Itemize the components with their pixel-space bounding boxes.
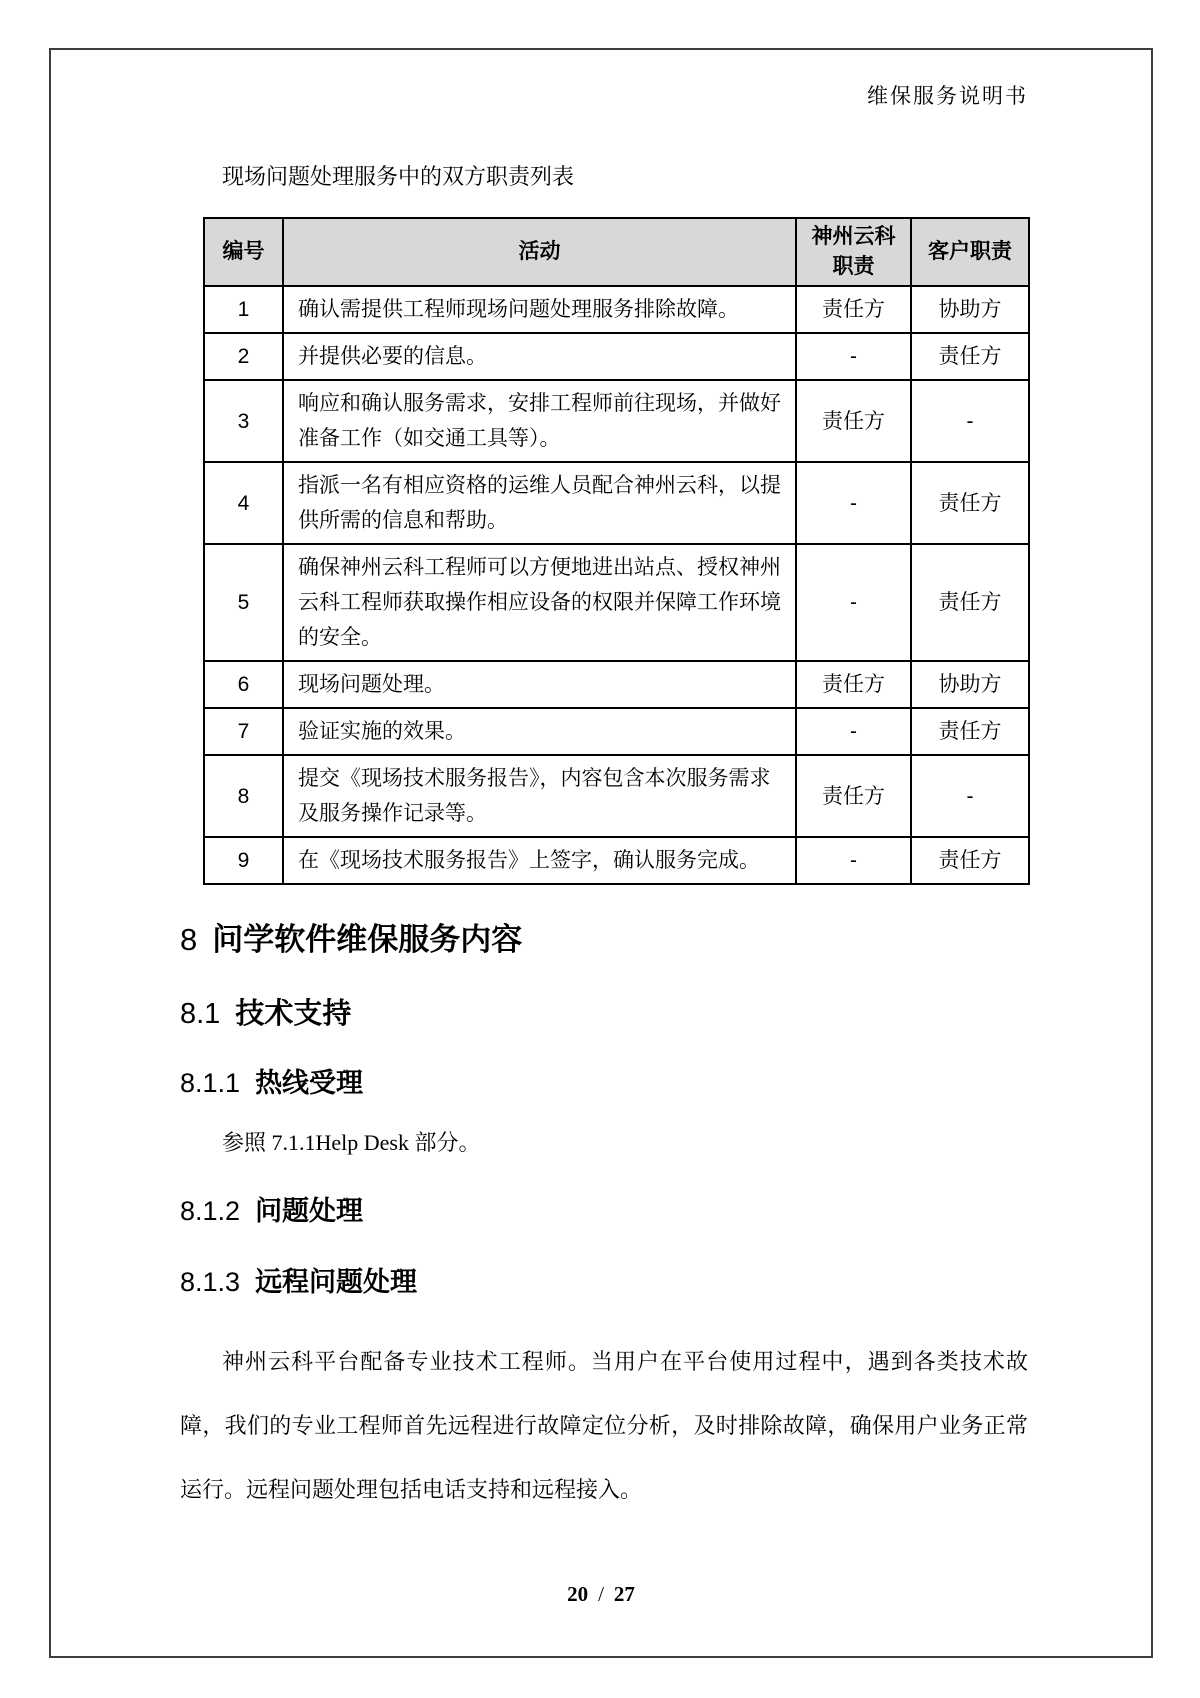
col-header-vendor [796,218,911,286]
cell-activity: 提交《现场技术服务报告》，内容包含本次服务需求及服务操作记录等。 [283,755,796,837]
cell-vendor-role: - [796,837,911,884]
cell-activity: 确保神州云科工程师可以方便地进出站点、授权神州云科工程师获取操作相应设备的权限并保障工作环境的安全。 [283,544,796,661]
cell-activity: 在《现场技术服务报告》上签字，确认服务完成。 [283,837,796,884]
col-header-no: 编号 [204,218,283,286]
paragraph-help-desk-reference: 参照 7.1.1Help Desk 部分。 [222,1130,481,1155]
cell-no: 8 [204,755,283,837]
section-heading-8 [180,914,522,959]
cell-no: 4 [204,462,283,544]
col-header-vendor-line2: 职责 [832,255,875,278]
page-number-total: 27 [613,1582,635,1606]
document-header-title: 维保服务说明书 [867,84,1028,108]
cell-vendor-role: - [796,462,911,544]
cell-activity: 指派一名有相应资格的运维人员配合神州云科，以提供所需的信息和帮助。 [283,462,796,544]
table-caption: 现场问题处理服务中的双方职责列表 [222,164,575,189]
cell-customer-role: - [911,380,1029,462]
table-row [204,708,1029,755]
heading-number: 8.1.3 [180,1267,241,1297]
cell-activity: 并提供必要的信息。 [283,333,796,380]
cell-no: 1 [204,286,283,333]
table-row [204,837,1029,884]
cell-vendor-role: - [796,544,911,661]
cell-customer-role: 协助方 [911,661,1029,708]
cell-vendor-role: 责任方 [796,661,911,708]
section-heading-8-1-1 [180,1061,363,1100]
cell-activity: 响应和确认服务需求，安排工程师前往现场，并做好准备工作（如交通工具等）。 [283,380,796,462]
heading-number: 8 [180,922,198,957]
cell-customer-role: 责任方 [911,333,1029,380]
cell-no: 2 [204,333,283,380]
cell-vendor-role: 责任方 [796,286,911,333]
cell-no: 3 [204,380,283,462]
cell-vendor-role: 责任方 [796,755,911,837]
cell-no: 7 [204,708,283,755]
table-header-row [204,218,1029,286]
col-header-customer: 客户职责 [911,218,1029,286]
cell-no: 6 [204,661,283,708]
table-row [204,661,1029,708]
table-row [204,286,1029,333]
heading-number: 8.1.1 [180,1068,241,1098]
heading-number: 8.1.2 [180,1196,241,1226]
heading-text: 热线受理 [255,1068,364,1098]
cell-activity: 确认需提供工程师现场问题处理服务排除故障。 [283,286,796,333]
table-row [204,755,1029,837]
responsibility-table [203,217,1030,885]
cell-customer-role: 协助方 [911,286,1029,333]
cell-customer-role: 责任方 [911,837,1029,884]
section-heading-8-1-3 [180,1260,417,1299]
cell-vendor-role: - [796,333,911,380]
heading-text: 技术支持 [235,998,352,1030]
page-number-current: 20 [567,1582,589,1606]
paragraph-remote-troubleshooting: 神州云科平台配备专业技术工程师。当用户在平台使用过程中，遇到各类技术故障，我们的专业工程师首先远程进行故障定位分析，及时排除故障，确保用户业务正常运行。远程问题处理包括电话支持和远程接入。 [180,1349,1028,1502]
heading-text: 问学软件维保服务内容 [212,922,523,957]
cell-customer-role: 责任方 [911,708,1029,755]
col-header-vendor-line1: 神州云科 [811,225,896,248]
page-number-separator: / [598,1582,604,1606]
section-heading-8-1-2 [180,1189,363,1228]
page-number [49,1582,1153,1607]
col-header-activity: 活动 [283,218,796,286]
heading-text: 问题处理 [255,1196,364,1226]
cell-no: 9 [204,837,283,884]
table-row [204,544,1029,661]
cell-activity: 现场问题处理。 [283,661,796,708]
heading-text: 远程问题处理 [255,1267,418,1297]
table-row [204,380,1029,462]
table-row [204,333,1029,380]
table-row [204,462,1029,544]
section-heading-8-1 [180,991,351,1032]
cell-activity: 验证实施的效果。 [283,708,796,755]
cell-vendor-role: 责任方 [796,380,911,462]
cell-customer-role: 责任方 [911,544,1029,661]
cell-no: 5 [204,544,283,661]
cell-customer-role: - [911,755,1029,837]
heading-number: 8.1 [180,998,221,1030]
cell-customer-role: 责任方 [911,462,1029,544]
cell-vendor-role: - [796,708,911,755]
